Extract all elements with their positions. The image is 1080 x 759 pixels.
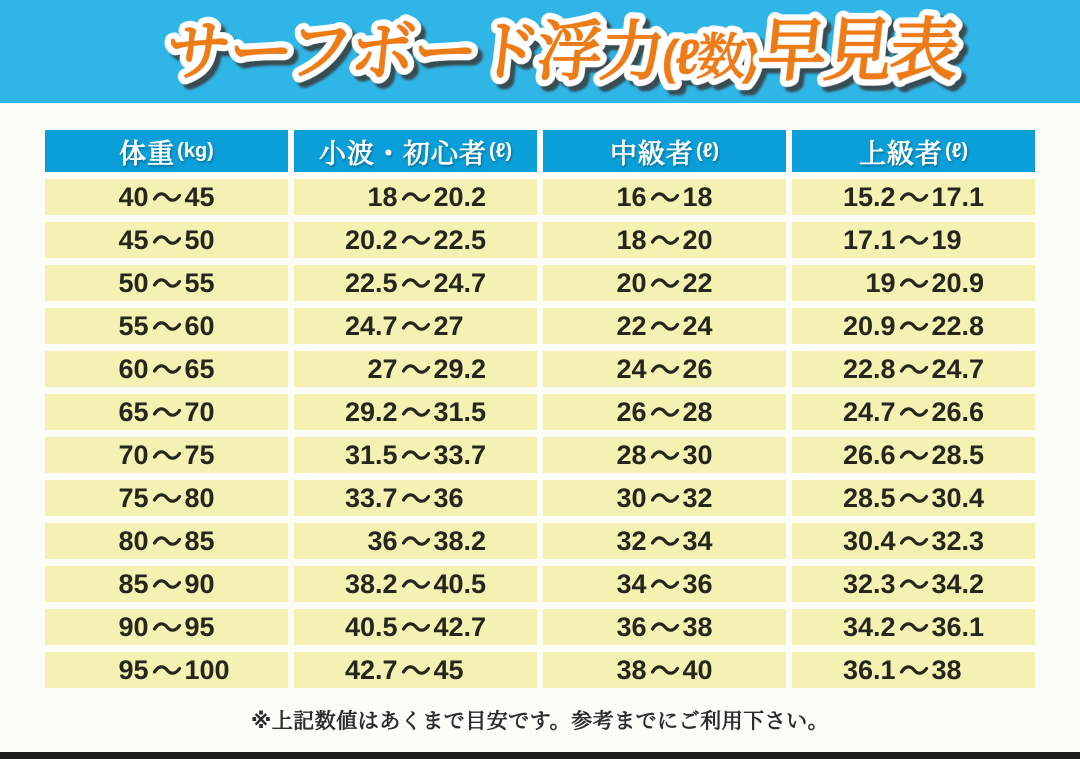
cell-advanced bbox=[792, 265, 1035, 301]
range-max-value: 55 bbox=[184, 267, 215, 298]
cell-advanced bbox=[792, 566, 1035, 602]
range-max-value: 24 bbox=[682, 310, 713, 341]
range-max-value: 17.1 bbox=[931, 181, 985, 212]
range-max-value: 34.2 bbox=[931, 568, 985, 599]
table-row bbox=[45, 523, 1035, 559]
cell-advanced bbox=[792, 652, 1035, 688]
range-min-value: 24.7 bbox=[344, 310, 398, 341]
range-min-value: 32.3 bbox=[842, 568, 896, 599]
range-min-value: 30 bbox=[616, 482, 647, 513]
range-tilde-icon bbox=[647, 535, 683, 548]
cell-weight bbox=[45, 351, 288, 387]
range-max-value: 85 bbox=[184, 525, 215, 556]
cell-advanced bbox=[792, 609, 1035, 645]
range-tilde-icon bbox=[398, 234, 434, 247]
cell-beginner bbox=[294, 652, 537, 688]
range-max-value: 80 bbox=[184, 482, 215, 513]
range-tilde-icon bbox=[149, 578, 185, 591]
cell-weight bbox=[45, 222, 288, 258]
cell-beginner bbox=[294, 437, 537, 473]
range-min-value: 38 bbox=[616, 654, 647, 685]
range-tilde-icon bbox=[896, 578, 932, 591]
range-max-value: 65 bbox=[184, 353, 215, 384]
range-max-value: 29.2 bbox=[433, 353, 487, 384]
range-tilde-icon bbox=[896, 320, 932, 333]
range-max-value: 22.8 bbox=[931, 310, 985, 341]
range-tilde-icon bbox=[398, 449, 434, 462]
range-tilde-icon bbox=[398, 621, 434, 634]
cell-weight bbox=[45, 480, 288, 516]
range-max-value: 36 bbox=[433, 482, 464, 513]
cell-intermediate bbox=[543, 437, 786, 473]
cell-beginner bbox=[294, 566, 537, 602]
range-min-value: 22.8 bbox=[842, 353, 896, 384]
range-min-value: 42.7 bbox=[344, 654, 398, 685]
range-tilde-icon bbox=[896, 277, 932, 290]
column-header-label: 上級者 bbox=[858, 138, 943, 169]
column-header-beginner bbox=[294, 130, 537, 172]
cell-weight bbox=[45, 179, 288, 215]
column-header-unit: (ℓ) bbox=[695, 139, 720, 162]
range-tilde-icon bbox=[896, 449, 932, 462]
range-tilde-icon bbox=[647, 320, 683, 333]
range-tilde-icon bbox=[647, 578, 683, 591]
table-row bbox=[45, 437, 1035, 473]
table-row bbox=[45, 308, 1035, 344]
range-min-value: 85 bbox=[118, 568, 149, 599]
range-min-value: 18 bbox=[367, 181, 398, 212]
table-header-row bbox=[45, 130, 1035, 172]
cell-beginner bbox=[294, 265, 537, 301]
range-max-value: 70 bbox=[184, 396, 215, 427]
range-tilde-icon bbox=[398, 664, 434, 677]
range-min-value: 18 bbox=[616, 224, 647, 255]
range-tilde-icon bbox=[896, 621, 932, 634]
range-tilde-icon bbox=[647, 449, 683, 462]
range-max-value: 26 bbox=[682, 353, 713, 384]
range-max-value: 90 bbox=[184, 568, 215, 599]
range-min-value: 30.4 bbox=[842, 525, 896, 556]
range-min-value: 28.5 bbox=[842, 482, 896, 513]
range-max-value: 32.3 bbox=[931, 525, 985, 556]
cell-intermediate bbox=[543, 523, 786, 559]
range-tilde-icon bbox=[647, 363, 683, 376]
range-min-value: 22 bbox=[616, 310, 647, 341]
range-tilde-icon bbox=[149, 234, 185, 247]
cell-advanced bbox=[792, 308, 1035, 344]
range-tilde-icon bbox=[149, 621, 185, 634]
range-max-value: 28.5 bbox=[931, 439, 985, 470]
cell-beginner bbox=[294, 394, 537, 430]
table-row bbox=[45, 394, 1035, 430]
cell-intermediate bbox=[543, 222, 786, 258]
cell-beginner bbox=[294, 222, 537, 258]
range-max-value: 38 bbox=[931, 654, 962, 685]
range-tilde-icon bbox=[398, 492, 434, 505]
cell-beginner bbox=[294, 308, 537, 344]
range-tilde-icon bbox=[647, 234, 683, 247]
range-max-value: 36 bbox=[682, 568, 713, 599]
range-min-value: 38.2 bbox=[344, 568, 398, 599]
range-max-value: 38.2 bbox=[433, 525, 487, 556]
range-tilde-icon bbox=[896, 234, 932, 247]
cell-weight bbox=[45, 265, 288, 301]
range-min-value: 24.7 bbox=[842, 396, 896, 427]
range-min-value: 29.2 bbox=[344, 396, 398, 427]
range-max-value: 30 bbox=[682, 439, 713, 470]
range-max-value: 20 bbox=[682, 224, 713, 255]
range-min-value: 65 bbox=[118, 396, 149, 427]
range-max-value: 24.7 bbox=[433, 267, 487, 298]
cell-beginner bbox=[294, 523, 537, 559]
range-min-value: 80 bbox=[118, 525, 149, 556]
range-max-value: 24.7 bbox=[931, 353, 985, 384]
range-tilde-icon bbox=[398, 535, 434, 548]
range-tilde-icon bbox=[896, 406, 932, 419]
range-min-value: 26 bbox=[616, 396, 647, 427]
range-min-value: 24 bbox=[616, 353, 647, 384]
range-tilde-icon bbox=[647, 621, 683, 634]
range-max-value: 45 bbox=[433, 654, 464, 685]
column-header-label: 中級者 bbox=[609, 138, 694, 169]
cell-weight bbox=[45, 566, 288, 602]
cell-intermediate bbox=[543, 351, 786, 387]
table-row bbox=[45, 609, 1035, 645]
range-max-value: 50 bbox=[184, 224, 215, 255]
range-tilde-icon bbox=[149, 492, 185, 505]
range-max-value: 26.6 bbox=[931, 396, 985, 427]
range-tilde-icon bbox=[398, 320, 434, 333]
banner-title-text: サーフボード浮力(ℓ数)早見表 bbox=[162, 12, 961, 89]
range-min-value: 95 bbox=[118, 654, 149, 685]
range-min-value: 22.5 bbox=[344, 267, 398, 298]
range-tilde-icon bbox=[896, 535, 932, 548]
column-header-label: 小波・初心者 bbox=[318, 138, 487, 169]
range-tilde-icon bbox=[896, 664, 932, 677]
disclaimer-note: ※上記数値はあくまで目安です。参考までにご利用下さい。 bbox=[250, 710, 830, 733]
title-banner bbox=[0, 0, 1080, 103]
range-max-value: 32 bbox=[682, 482, 713, 513]
range-max-value: 22.5 bbox=[433, 224, 487, 255]
range-max-value: 42.7 bbox=[433, 611, 487, 642]
range-max-value: 19 bbox=[931, 224, 962, 255]
range-tilde-icon bbox=[647, 492, 683, 505]
range-max-value: 31.5 bbox=[433, 396, 487, 427]
range-tilde-icon bbox=[398, 406, 434, 419]
cell-beginner bbox=[294, 179, 537, 215]
range-min-value: 26.6 bbox=[842, 439, 896, 470]
range-tilde-icon bbox=[398, 191, 434, 204]
range-min-value: 45 bbox=[118, 224, 149, 255]
cell-advanced bbox=[792, 222, 1035, 258]
range-min-value: 33.7 bbox=[344, 482, 398, 513]
range-tilde-icon bbox=[896, 492, 932, 505]
range-tilde-icon bbox=[647, 406, 683, 419]
range-min-value: 50 bbox=[118, 267, 149, 298]
cell-weight bbox=[45, 394, 288, 430]
cell-advanced bbox=[792, 351, 1035, 387]
bottom-bar bbox=[0, 752, 1080, 759]
range-max-value: 33.7 bbox=[433, 439, 487, 470]
range-max-value: 75 bbox=[184, 439, 215, 470]
range-max-value: 34 bbox=[682, 525, 713, 556]
range-min-value: 20 bbox=[616, 267, 647, 298]
cell-weight bbox=[45, 652, 288, 688]
column-header-advanced bbox=[792, 130, 1035, 172]
range-min-value: 20.9 bbox=[842, 310, 896, 341]
range-tilde-icon bbox=[149, 406, 185, 419]
cell-advanced bbox=[792, 523, 1035, 559]
range-tilde-icon bbox=[398, 277, 434, 290]
range-max-value: 40 bbox=[682, 654, 713, 685]
range-max-value: 100 bbox=[184, 654, 230, 685]
table-row bbox=[45, 480, 1035, 516]
range-max-value: 28 bbox=[682, 396, 713, 427]
range-min-value: 55 bbox=[118, 310, 149, 341]
range-min-value: 32 bbox=[616, 525, 647, 556]
cell-intermediate bbox=[543, 609, 786, 645]
range-min-value: 19 bbox=[865, 267, 896, 298]
range-tilde-icon bbox=[149, 449, 185, 462]
range-max-value: 20.2 bbox=[433, 181, 487, 212]
cell-weight bbox=[45, 609, 288, 645]
range-min-value: 36 bbox=[367, 525, 398, 556]
cell-weight bbox=[45, 437, 288, 473]
range-tilde-icon bbox=[149, 664, 185, 677]
cell-weight bbox=[45, 308, 288, 344]
range-min-value: 15.2 bbox=[842, 181, 896, 212]
range-max-value: 18 bbox=[682, 181, 713, 212]
range-tilde-icon bbox=[149, 191, 185, 204]
table-row bbox=[45, 566, 1035, 602]
table-row bbox=[45, 222, 1035, 258]
range-max-value: 38 bbox=[682, 611, 713, 642]
range-tilde-icon bbox=[647, 277, 683, 290]
range-tilde-icon bbox=[896, 363, 932, 376]
range-max-value: 60 bbox=[184, 310, 215, 341]
range-tilde-icon bbox=[647, 664, 683, 677]
cell-advanced bbox=[792, 480, 1035, 516]
range-min-value: 17.1 bbox=[842, 224, 896, 255]
range-tilde-icon bbox=[149, 320, 185, 333]
cell-advanced bbox=[792, 179, 1035, 215]
column-header-unit: (kg) bbox=[177, 139, 214, 162]
cell-intermediate bbox=[543, 308, 786, 344]
range-max-value: 20.9 bbox=[931, 267, 985, 298]
range-tilde-icon bbox=[398, 363, 434, 376]
table-row bbox=[45, 265, 1035, 301]
range-min-value: 16 bbox=[616, 181, 647, 212]
cell-advanced bbox=[792, 394, 1035, 430]
cell-weight bbox=[45, 523, 288, 559]
range-min-value: 60 bbox=[118, 353, 149, 384]
range-max-value: 27 bbox=[433, 310, 464, 341]
cell-intermediate bbox=[543, 265, 786, 301]
range-tilde-icon bbox=[149, 277, 185, 290]
cell-intermediate bbox=[543, 179, 786, 215]
column-header-label: 体重 bbox=[119, 138, 176, 169]
range-tilde-icon bbox=[896, 191, 932, 204]
range-min-value: 34.2 bbox=[842, 611, 896, 642]
range-tilde-icon bbox=[647, 191, 683, 204]
cell-intermediate bbox=[543, 394, 786, 430]
range-min-value: 20.2 bbox=[344, 224, 398, 255]
range-min-value: 75 bbox=[118, 482, 149, 513]
banner-title-graphic bbox=[100, 1, 980, 101]
cell-advanced bbox=[792, 437, 1035, 473]
range-min-value: 27 bbox=[367, 353, 398, 384]
range-tilde-icon bbox=[149, 363, 185, 376]
range-tilde-icon bbox=[149, 535, 185, 548]
table-row bbox=[45, 351, 1035, 387]
column-header-weight bbox=[45, 130, 288, 172]
range-min-value: 28 bbox=[616, 439, 647, 470]
column-header-unit: (ℓ) bbox=[488, 139, 513, 162]
range-max-value: 45 bbox=[184, 181, 215, 212]
range-max-value: 95 bbox=[184, 611, 215, 642]
range-max-value: 22 bbox=[682, 267, 713, 298]
range-min-value: 31.5 bbox=[344, 439, 398, 470]
table-row bbox=[45, 652, 1035, 688]
buoyancy-table bbox=[45, 130, 1035, 688]
range-min-value: 90 bbox=[118, 611, 149, 642]
range-min-value: 40 bbox=[118, 181, 149, 212]
cell-beginner bbox=[294, 480, 537, 516]
range-max-value: 36.1 bbox=[931, 611, 985, 642]
cell-beginner bbox=[294, 351, 537, 387]
cell-beginner bbox=[294, 609, 537, 645]
range-tilde-icon bbox=[398, 578, 434, 591]
range-min-value: 36.1 bbox=[842, 654, 896, 685]
column-header-unit: (ℓ) bbox=[944, 139, 969, 162]
range-min-value: 70 bbox=[118, 439, 149, 470]
table-row bbox=[45, 179, 1035, 215]
cell-intermediate bbox=[543, 566, 786, 602]
column-header-intermediate bbox=[543, 130, 786, 172]
range-min-value: 40.5 bbox=[344, 611, 398, 642]
cell-intermediate bbox=[543, 480, 786, 516]
range-max-value: 30.4 bbox=[931, 482, 985, 513]
range-min-value: 34 bbox=[616, 568, 647, 599]
range-min-value: 36 bbox=[616, 611, 647, 642]
cell-intermediate bbox=[543, 652, 786, 688]
range-max-value: 40.5 bbox=[433, 568, 487, 599]
